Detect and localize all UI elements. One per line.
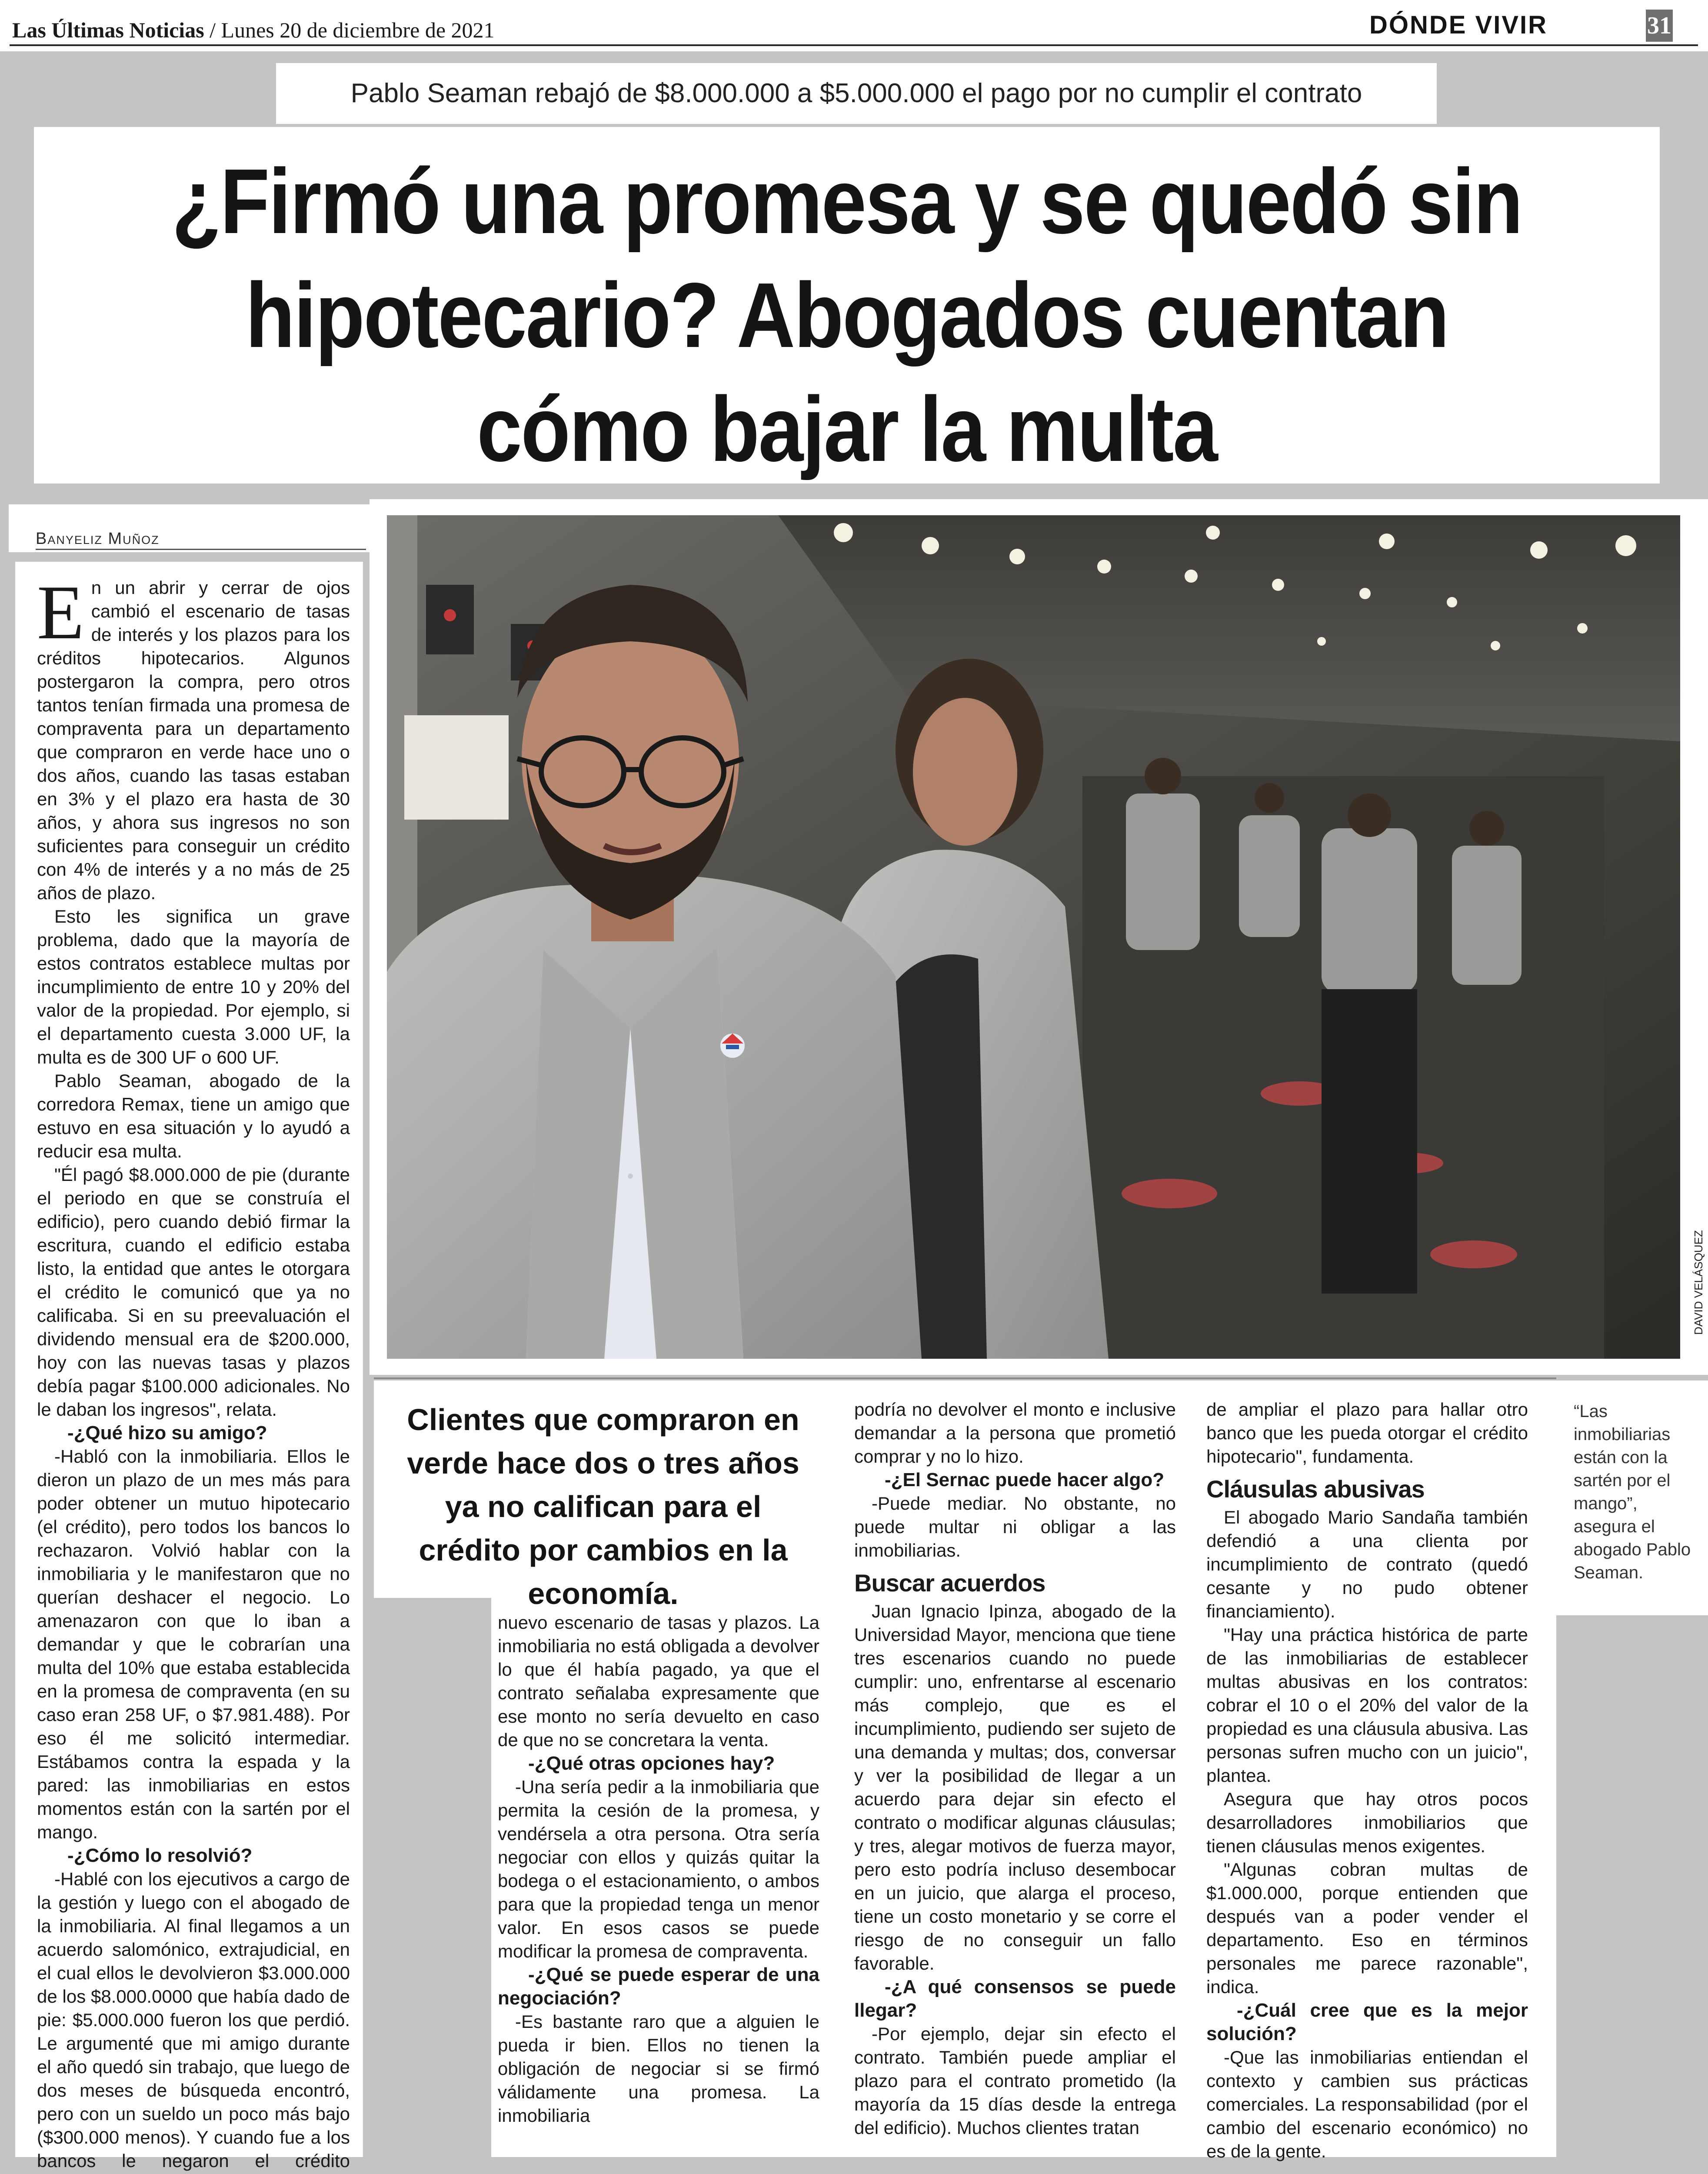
column-2 xyxy=(498,1611,819,2157)
column-1 xyxy=(37,569,350,2171)
publication-date: / Lunes 20 de diciembre de 2021 xyxy=(204,18,495,42)
lead-text: n un abrir y cerrar de ojos cambió el escenario de tasas de interés y los plazos para los créditos hipotecarios. Algunos postergaron la compra, pero otros tantos tenían firmada una promesa de compraventa para un departamento que compraron en verde hace uno o dos años, cuando las tasas estaban en 3% y el plazo era hasta de 30 años, y ahora sus ingresos no son suficientes para conseguir un crédito con 4% de interés y a no más de 25 años de plazo. xyxy=(37,577,350,903)
question: -¿Cuál cree que es la mejor solución? xyxy=(1206,2000,1528,2044)
paragraph: Pablo Seaman, abogado de la corredora Remax, tiene un amigo que estuvo en esa situación y lo ayudó a reducir esa multa. xyxy=(37,1070,350,1161)
section-heading: Buscar acuerdos xyxy=(854,1569,1045,1597)
kicker: Pablo Seaman rebajó de $8.000.000 a $5.000.000 el pago por no cumplir el contrato xyxy=(350,78,1362,108)
paragraph: -Puede mediar. No obstante, no puede multar ni obligar a las inmobiliarias. xyxy=(854,1493,1176,1560)
kicker-box xyxy=(276,63,1437,124)
paragraph: de ampliar el plazo para hallar otro banco que les pueda otorgar el crédito hipotecario", fundamenta. xyxy=(1206,1399,1528,1467)
paragraph: Juan Ignacio Ipinza, abogado de la Universidad Mayor, menciona que tiene tres escenarios cuando no puede cumplir: uno, enfrentarse al escenario más complejo, que es el incumplimiento, pudiendo ser sujeto de una demanda y multas; dos, conversar y ver la posibilidad de llegar a un acuerdo para dejar sin efecto el contrato o modificar algunas cláusulas; y tres, alegar motivos de fuerza mayor, pero esto podría incluso desembocar en un juicio, que alarga el proceso, tiene un costo monetario y se corre el riesgo de no conseguir un fallo favorable. xyxy=(854,1601,1176,1974)
paragraph: -Es bastante raro que a alguien le pueda ir bien. Ellos no tienen la obligación de negociar si se firmó válidamente una promesa. La inmobiliaria xyxy=(498,2011,819,2126)
publication-line xyxy=(12,17,495,43)
paragraph: -Habló con la inmobiliaria. Ellos le dieron un plazo de un mes más para poder obtener un mutuo hipotecario (el crédito), pero todos los bancos lo rechazaron. Volvió hablar con la inmobiliaria y le manifestaron que no querían deshacer el negocio. Lo amenazaron con que lo iban a demandar y que le cobrarían una multa del 10% que estaba establecida en la promesa de compraventa (en su caso eran 258 UF, o $7.981.488). Por eso él me solicitó intermediar. Estábamos contra la espada y la pared: las inmobiliarias en estos momentos están con la sartén por el mango. xyxy=(37,1446,350,1842)
question: -¿A qué consensos se puede llegar? xyxy=(854,1976,1176,2021)
headline-box xyxy=(34,127,1660,483)
subhead: Clientes que compraron en verde hace dos o tres años ya no califican para el crédito por cambios en la economía. xyxy=(407,1403,799,1610)
byline: Banyeliz Muñoz xyxy=(36,530,160,548)
paragraph: "Hay una práctica histórica de parte de las inmobiliarias de establecer multas abusivas en los contratos: cobrar el 10 o el 20% del valor de la propiedad es una cláusula abusiva. Las personas sufren mucho con un juicio", plantea. xyxy=(1206,1624,1528,1786)
photo-credit: DAVID VELÁSQUEZ xyxy=(1692,1230,1705,1335)
paragraph: -Que las inmobiliarias entiendan el contexto y cambien sus prácticas comerciales. La responsabilidad (por el cambio del escenario económico) no es de la gente. xyxy=(1206,2047,1528,2161)
pull-quote: “Las inmobiliarias están con la sartén por el mango”, asegura el abogado Pablo Seaman. xyxy=(1574,1402,1691,1582)
page-number: 31 xyxy=(1646,10,1673,42)
question: -¿Qué otras opciones hay? xyxy=(528,1753,775,1774)
byline-box xyxy=(9,504,370,552)
section-heading: Cláusulas abusivas xyxy=(1206,1475,1425,1503)
column-3 xyxy=(854,1398,1176,2157)
question: -¿Qué hizo su amigo? xyxy=(67,1422,267,1444)
question: -¿Cómo lo resolvió? xyxy=(67,1845,253,1866)
paragraph: El abogado Mario Sandaña también defendió a una clienta por incumplimiento de contrato (quedó cesante y no pudo obtener financiamiento). xyxy=(1206,1507,1528,1621)
paragraph: "Algunas cobran multas de $1.000.000, porque entienden que después van a poder vender el departamento. Eso en términos personales me parece razonable", indica. xyxy=(1206,1859,1528,1997)
paragraph: Esto les significa un grave problema, dado que la mayoría de estos contratos establece multas por incumplimiento de entre 10 y 20% del valor de la propiedad. Por ejemplo, si el departamento cuesta 3.000 UF, la multa es de 300 UF o 600 UF. xyxy=(37,906,350,1067)
paragraph: podría no devolver el monto e inclusive demandar a la persona que prometió comprar y no lo hizo. xyxy=(854,1399,1176,1467)
paragraph: "Él pagó $8.000.000 de pie (durante el periodo en que se construía el edificio), pero cuando debió firmar la escritura, cuando el edificio estaba listo, la entidad que antes le otorgara el crédito le comunicó que ya no calificaba. Si en su preevaluación el dividendo mensual era de $200.000, hoy con las nuevas tasas y plazos debía pagar $100.000 adicionales. No le daban los ingresos", relata. xyxy=(37,1164,350,1420)
question: -¿El Sernac puede hacer algo? xyxy=(885,1469,1165,1490)
paragraph: -Una sería pedir a la inmobiliaria que permita la cesión de la promesa, y vendérsela a otra persona. Otra sería negociar con ellos y quizás quitar la bodega o el estacionamiento, o ambos para que la propiedad tenga un menor valor. En esos casos se puede modificar la promesa de compraventa. xyxy=(498,1777,819,1961)
photo-illustration xyxy=(387,515,1680,1359)
byline-rule xyxy=(36,549,366,550)
paragraph: -Hablé con los ejecutivos a cargo de la gestión y luego con el abogado de la inmobiliaria. Al final llegamos a un acuerdo salomónico, extrajudicial, en el cual ellos le devolvieron $3.000.000 de los $8.000.0000 que había dado de pie: $5.000.000 fueron los que perdió. Le argumenté que mi amigo durante el año quedó sin trabajo, que luego de dos meses de búsqueda encontró, pero con un sueldo un poco más bajo ($300.000 menos). Y cuando fue a los bancos le negaron el crédito xyxy=(37,1869,350,2171)
question: -¿Qué se puede esperar de una negociación? xyxy=(498,1964,819,2009)
subhead-box xyxy=(374,1380,832,1610)
pull-quote-box xyxy=(1556,1380,1708,1615)
paragraph: Asegura que hay otros pocos desarrolladores inmobiliarios que tienen cláusulas menos exigentes. xyxy=(1206,1789,1528,1856)
masthead-rule xyxy=(10,44,1698,46)
lead-paragraph xyxy=(37,569,350,905)
paragraph: nuevo escenario de tasas y plazos. La inmobiliaria no está obligada a devolver lo que él había pagado, ya que el contrato señalaba expresamente que ese monto no sería devuelto en caso de que no se concretara la venta. xyxy=(498,1612,819,1750)
column-4 xyxy=(1206,1398,1528,2161)
section-divider xyxy=(374,1377,1556,1379)
drop-cap: E xyxy=(37,569,84,655)
headline: ¿Firmó una promesa y se quedó sin hipotecario? Abogados cuentan cómo bajar la multa xyxy=(172,150,1522,480)
publication-name: Las Últimas Noticias xyxy=(12,18,204,42)
grey-spacer xyxy=(374,1598,491,2157)
article-photo xyxy=(387,515,1680,1359)
paragraph: -Por ejemplo, dejar sin efecto el contrato. También puede ampliar el plazo para el contrato prometido (la mayoría da 15 días desde la entrega del edificio). Muchos clientes tratan xyxy=(854,2024,1176,2138)
section-name: DÓNDE VIVIR xyxy=(1369,11,1548,39)
